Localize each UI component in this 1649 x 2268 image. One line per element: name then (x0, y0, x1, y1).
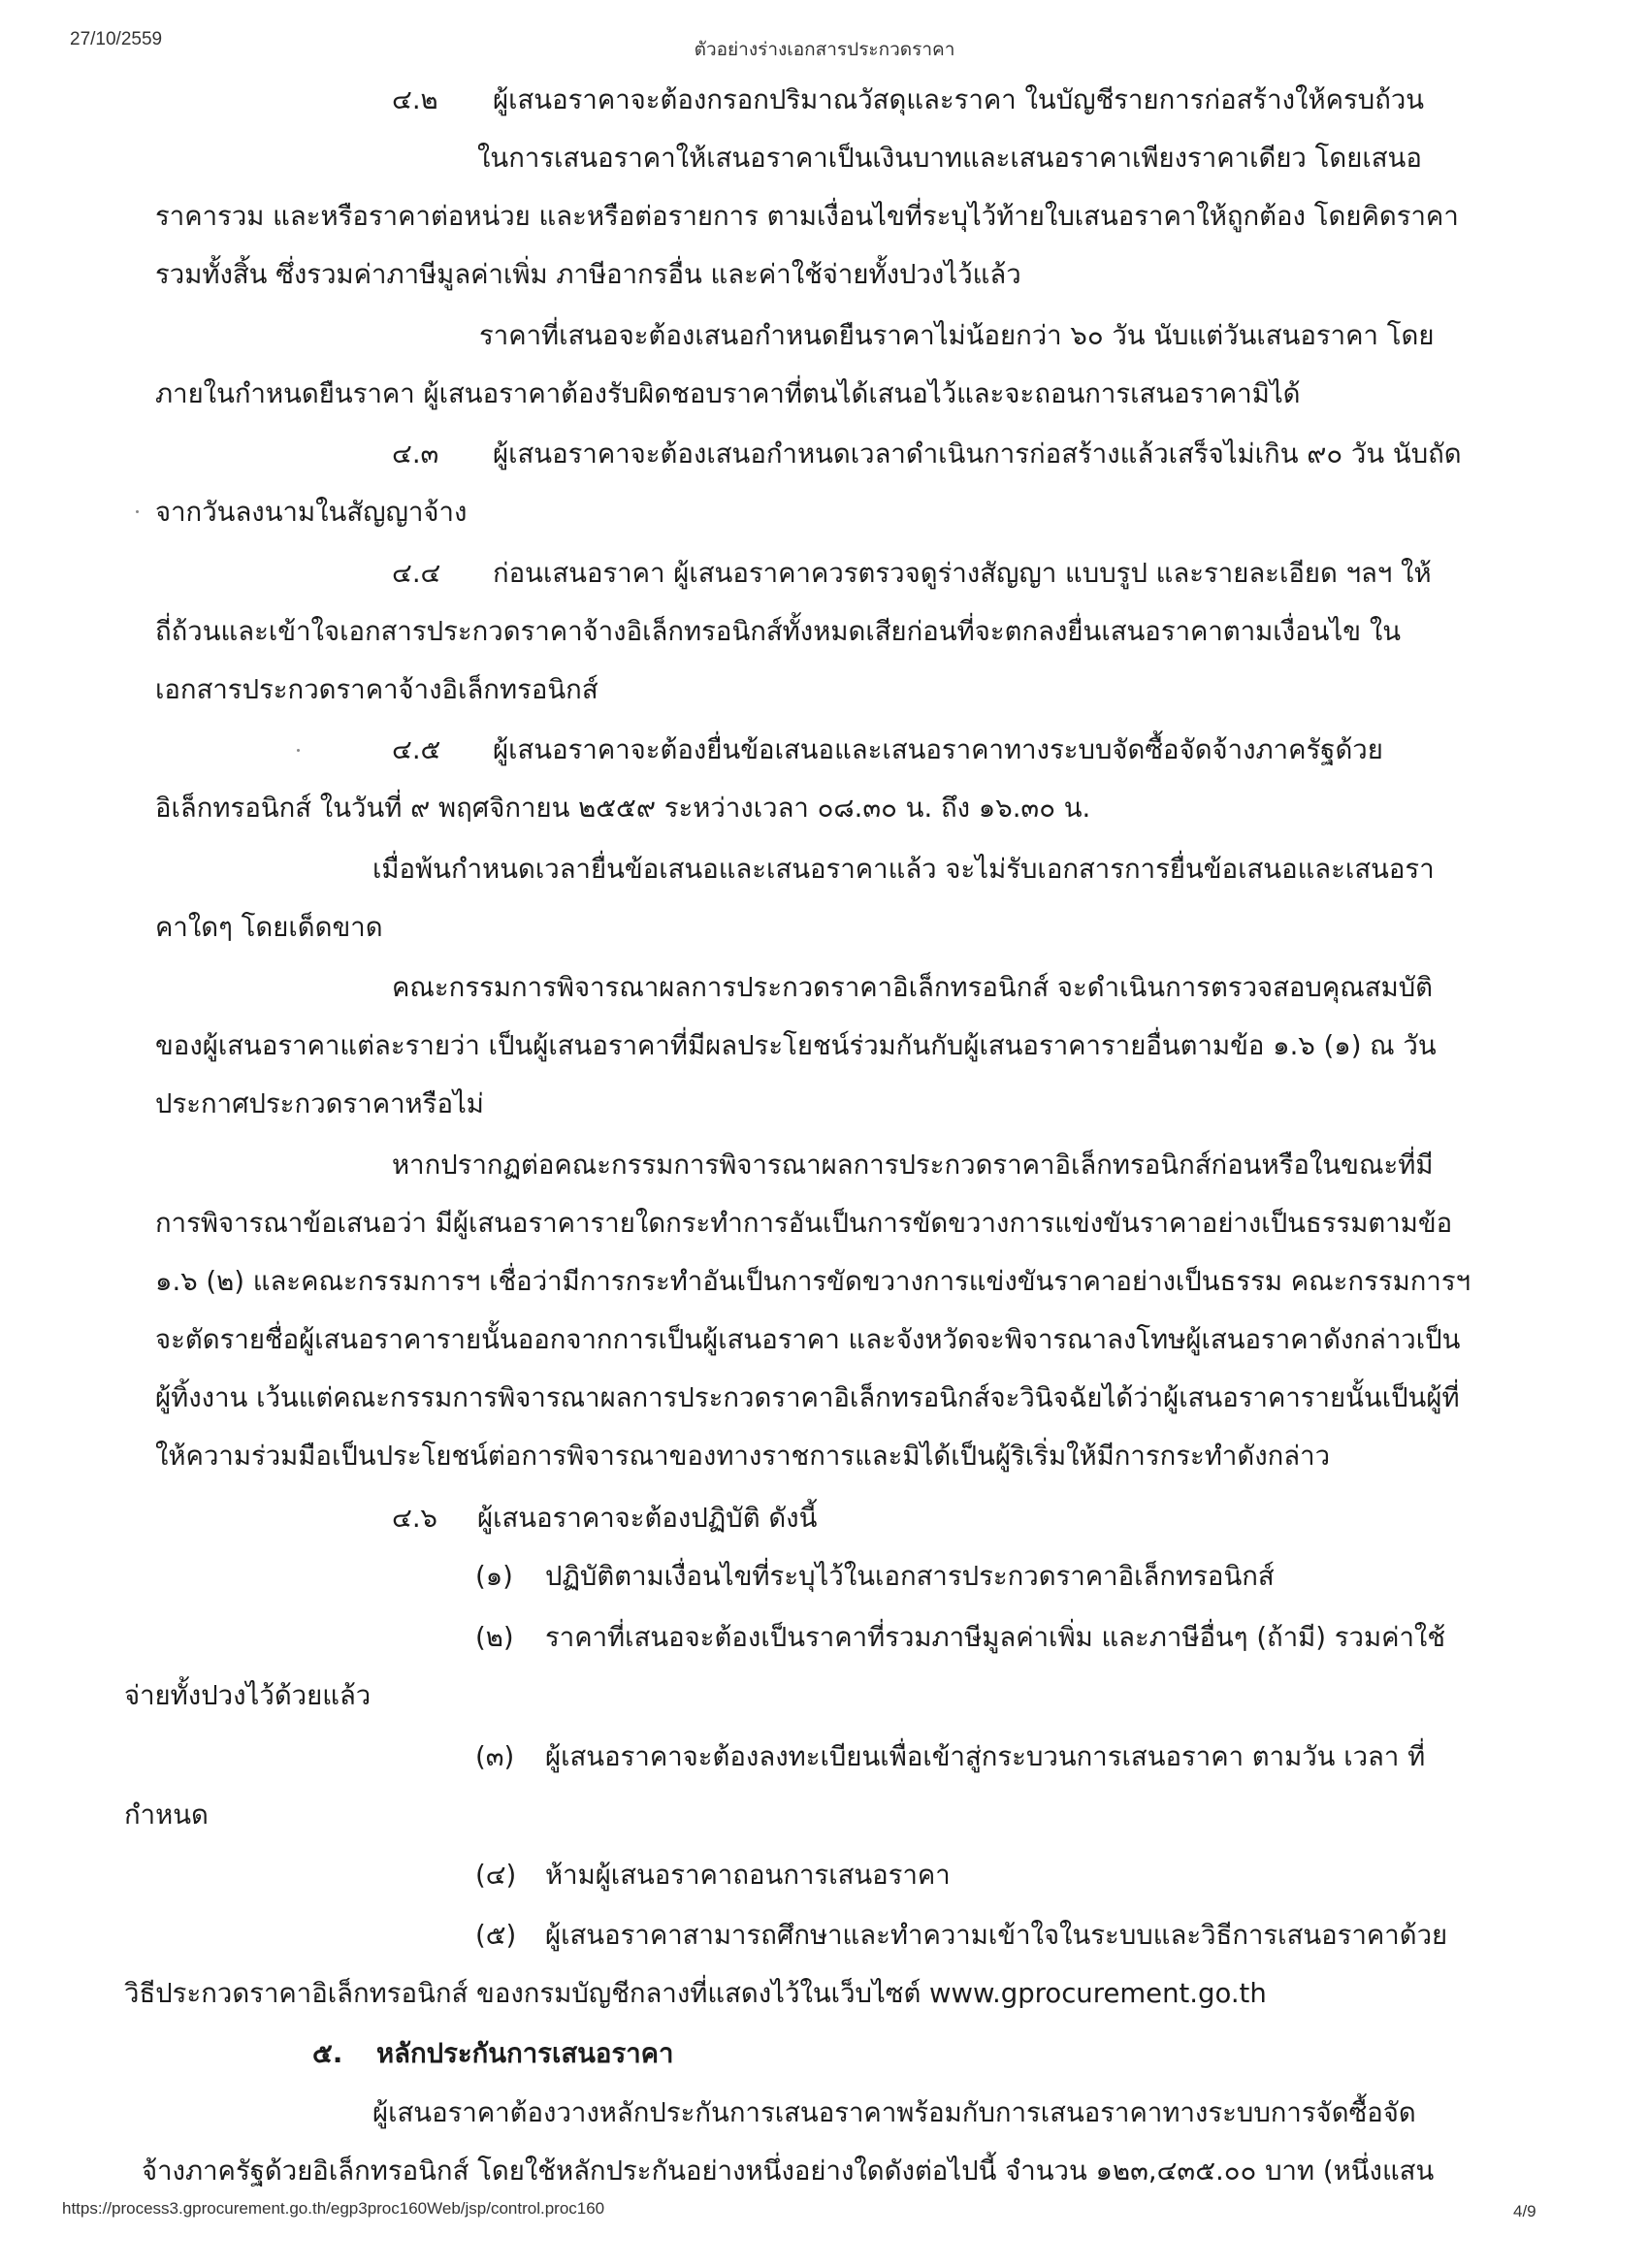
section-4-6-number: ๔.๖ (392, 1503, 438, 1534)
item-4-line-1: ห้ามผู้เสนอราคาถอนการเสนอราคา (545, 1860, 951, 1891)
item-1-number: (๑) (475, 1561, 513, 1592)
item-3-line-2: กำหนด (124, 1799, 209, 1831)
section-5-number: ๕. (312, 2038, 343, 2069)
item-2-line-1: ราคาที่เสนอจะต้องเป็นราคาที่รวมภาษีมูลค่าเพิ่ม และภาษีอื่นๆ (ถ้ามี) รวมค่าใช้ (545, 1622, 1446, 1653)
section-4-5-line-2: อิเล็กทรอนิกส์ ในวันที่ ๙ พฤศจิกายน ๒๕๕๙ ระหว่างเวลา ๐๘.๓๐ น. ถึง ๑๖.๓๐ น. (155, 793, 1091, 824)
section-4-3-line-2: จากวันลงนามในสัญญาจ้าง (155, 497, 468, 528)
item-5-number: (๕) (475, 1920, 517, 1951)
section-4-5-line-1: ผู้เสนอราคาจะต้องยื่นข้อเสนอและเสนอราคาทางระบบจัดซื้อจัดจ้างภาครัฐด้วย (493, 734, 1383, 765)
section-4-5-para4-line-2: การพิจารณาข้อเสนอว่า มีผู้เสนอราคารายใดกระทำการอันเป็นการขัดขวางการแข่งขันราคาอย่างเป็นธรรมตามข้อ (155, 1208, 1453, 1239)
section-4-2-line-3: ราคารวม และหรือราคาต่อหน่วย และหรือต่อรายการ ตามเงื่อนไขที่ระบุไว้ท้ายใบเสนอราคาให้ถูกต้อง โดยคิดราคา (155, 201, 1459, 232)
section-4-5-para4-line-1: หากปรากฏต่อคณะกรรมการพิจารณาผลการประกวดราคาอิเล็กทรอนิกส์ก่อนหรือในขณะที่มี (392, 1150, 1434, 1181)
section-5-line-1: ผู้เสนอราคาต้องวางหลักประกันการเสนอราคาพร้อมกับการเสนอราคาทางระบบการจัดซื้อจัด (372, 2097, 1416, 2128)
section-4-5-para4-line-3: ๑.๖ (๒) และคณะกรรมการฯ เชื่อว่ามีการกระทำอันเป็นการขัดขวางการแข่งขันราคาอย่างเป็นธรรม คณะกรรมการฯ (155, 1266, 1471, 1297)
section-4-3-number: ๔.๓ (392, 438, 439, 470)
item-5-line-2: วิธีประกวดราคาอิเล็กทรอนิกส์ ของกรมบัญชีกลางที่แสดงไว้ในเว็บไซต์ www.gprocurement.go.th (124, 1978, 1267, 2009)
section-4-5-para3-line-1: คณะกรรมการพิจารณาผลการประกวดราคาอิเล็กทรอนิกส์ จะดำเนินการตรวจสอบคุณสมบัติ (392, 972, 1434, 1003)
section-4-6-line-1: ผู้เสนอราคาจะต้องปฏิบัติ ดังนี้ (477, 1503, 818, 1534)
item-1-line-1: ปฏิบัติตามเงื่อนไขที่ระบุไว้ในเอกสารประกวดราคาอิเล็กทรอนิกส์ (545, 1561, 1275, 1592)
section-4-5-para2-line-2: คาใดๆ โดยเด็ดขาด (155, 912, 383, 943)
scan-speck (136, 510, 139, 513)
section-5-line-2: จ้างภาครัฐด้วยอิเล็กทรอนิกส์ โดยใช้หลักประกันอย่างหนึ่งอย่างใดดังต่อไปนี้ จำนวน ๑๒๓,๔๓๕.๐๐ บาท (หนึ่งแสน (142, 2155, 1435, 2187)
item-3-number: (๓) (475, 1741, 515, 1772)
section-4-4-number: ๔.๔ (392, 558, 441, 589)
item-2-line-2: จ่ายทั้งปวงไว้ด้วยแล้ว (124, 1680, 372, 1711)
section-4-2-para2-line-2: ภายในกำหนดยืนราคา ผู้เสนอราคาต้องรับผิดชอบราคาที่ตนได้เสนอไว้และจะถอนการเสนอราคามิได้ (155, 378, 1301, 409)
page-number: 4/9 (1513, 2202, 1536, 2220)
section-4-5-para2-line-1: เมื่อพ้นกำหนดเวลายื่นข้อเสนอและเสนอราคาแล้ว จะไม่รับเอกสารการยื่นข้อเสนอและเสนอรา (372, 854, 1435, 885)
section-4-3-line-1: ผู้เสนอราคาจะต้องเสนอกำหนดเวลาดำเนินการก่อสร้างแล้วเสร็จไม่เกิน ๙๐ วัน นับถัด (493, 438, 1462, 470)
section-4-2-para2-line-1: ราคาที่เสนอจะต้องเสนอกำหนดยืนราคาไม่น้อยกว่า ๖๐ วัน นับแต่วันเสนอราคา โดย (479, 320, 1435, 351)
section-4-5-para3-line-3: ประกาศประกวดราคาหรือไม่ (155, 1088, 484, 1119)
section-4-4-line-3: เอกสารประกวดราคาจ้างอิเล็กทรอนิกส์ (155, 674, 598, 705)
scan-speck (297, 749, 300, 752)
print-date: 27/10/2559 (70, 29, 163, 49)
section-4-5-para4-line-6: ให้ความร่วมมือเป็นประโยชน์ต่อการพิจารณาของทางราชการและมิได้เป็นผู้ริเริ่มให้มีการกระทำดังกล่าว (155, 1441, 1331, 1472)
section-4-4-line-1: ก่อนเสนอราคา ผู้เสนอราคาควรตรวจดูร่างสัญญา แบบรูป และรายละเอียด ฯลฯ ให้ (493, 558, 1432, 589)
section-4-2-number: ๔.๒ (392, 84, 438, 115)
section-5-title: หลักประกันการเสนอราคา (376, 2038, 674, 2069)
section-4-2-line-2: ในการเสนอราคาให้เสนอราคาเป็นเงินบาทและเสนอราคาเพียงราคาเดียว โดยเสนอ (477, 143, 1422, 174)
section-4-4-line-2: ถี่ถ้วนและเข้าใจเอกสารประกวดราคาจ้างอิเล็กทรอนิกส์ทั้งหมดเสียก่อนที่จะตกลงยื่นเสนอราคาตามเงื่อนไข ใน (155, 616, 1402, 647)
section-4-5-number: ๔.๕ (392, 734, 441, 765)
item-4-number: (๔) (475, 1860, 517, 1891)
item-5-line-1: ผู้เสนอราคาสามารถศึกษาและทำความเข้าใจในระบบและวิธีการเสนอราคาด้วย (545, 1920, 1448, 1951)
item-2-number: (๒) (475, 1622, 514, 1653)
section-4-2-line-4: รวมทั้งสิ้น ซึ่งรวมค่าภาษีมูลค่าเพิ่ม ภาษีอากรอื่น และค่าใช้จ่ายทั้งปวงไว้แล้ว (155, 259, 1021, 290)
document-header-title: ตัวอย่างร่างเอกสารประกวดราคา (694, 40, 955, 60)
item-3-line-1: ผู้เสนอราคาจะต้องลงทะเบียนเพื่อเข้าสู่กระบวนการเสนอราคา ตามวัน เวลา ที่ (545, 1741, 1426, 1772)
section-4-5-para4-line-4: จะตัดรายชื่อผู้เสนอราคารายนั้นออกจากการเป็นผู้เสนอราคา และจังหวัดจะพิจารณาลงโทษผู้เสนอราคาดังกล่าวเป็น (155, 1324, 1461, 1355)
footer-url: https://process3.gprocurement.go.th/egp3proc160Web/jsp/control.proc160 (62, 2199, 605, 2218)
section-4-5-para3-line-2: ของผู้เสนอราคาแต่ละรายว่า เป็นผู้เสนอราคาที่มีผลประโยชน์ร่วมกันกับผู้เสนอราคารายอื่นตามข้อ ๑.๖ (๑) ณ วัน (155, 1030, 1437, 1061)
section-4-2-line-1: ผู้เสนอราคาจะต้องกรอกปริมาณวัสดุและราคา ในบัญชีรายการก่อสร้างให้ครบถ้วน (493, 84, 1425, 115)
section-4-5-para4-line-5: ผู้ทิ้งงาน เว้นแต่คณะกรรมการพิจารณาผลการประกวดราคาอิเล็กทรอนิกส์จะวินิจฉัยได้ว่าผู้เสนอราคารายนั้นเป็นผู้ที่ (155, 1382, 1460, 1413)
